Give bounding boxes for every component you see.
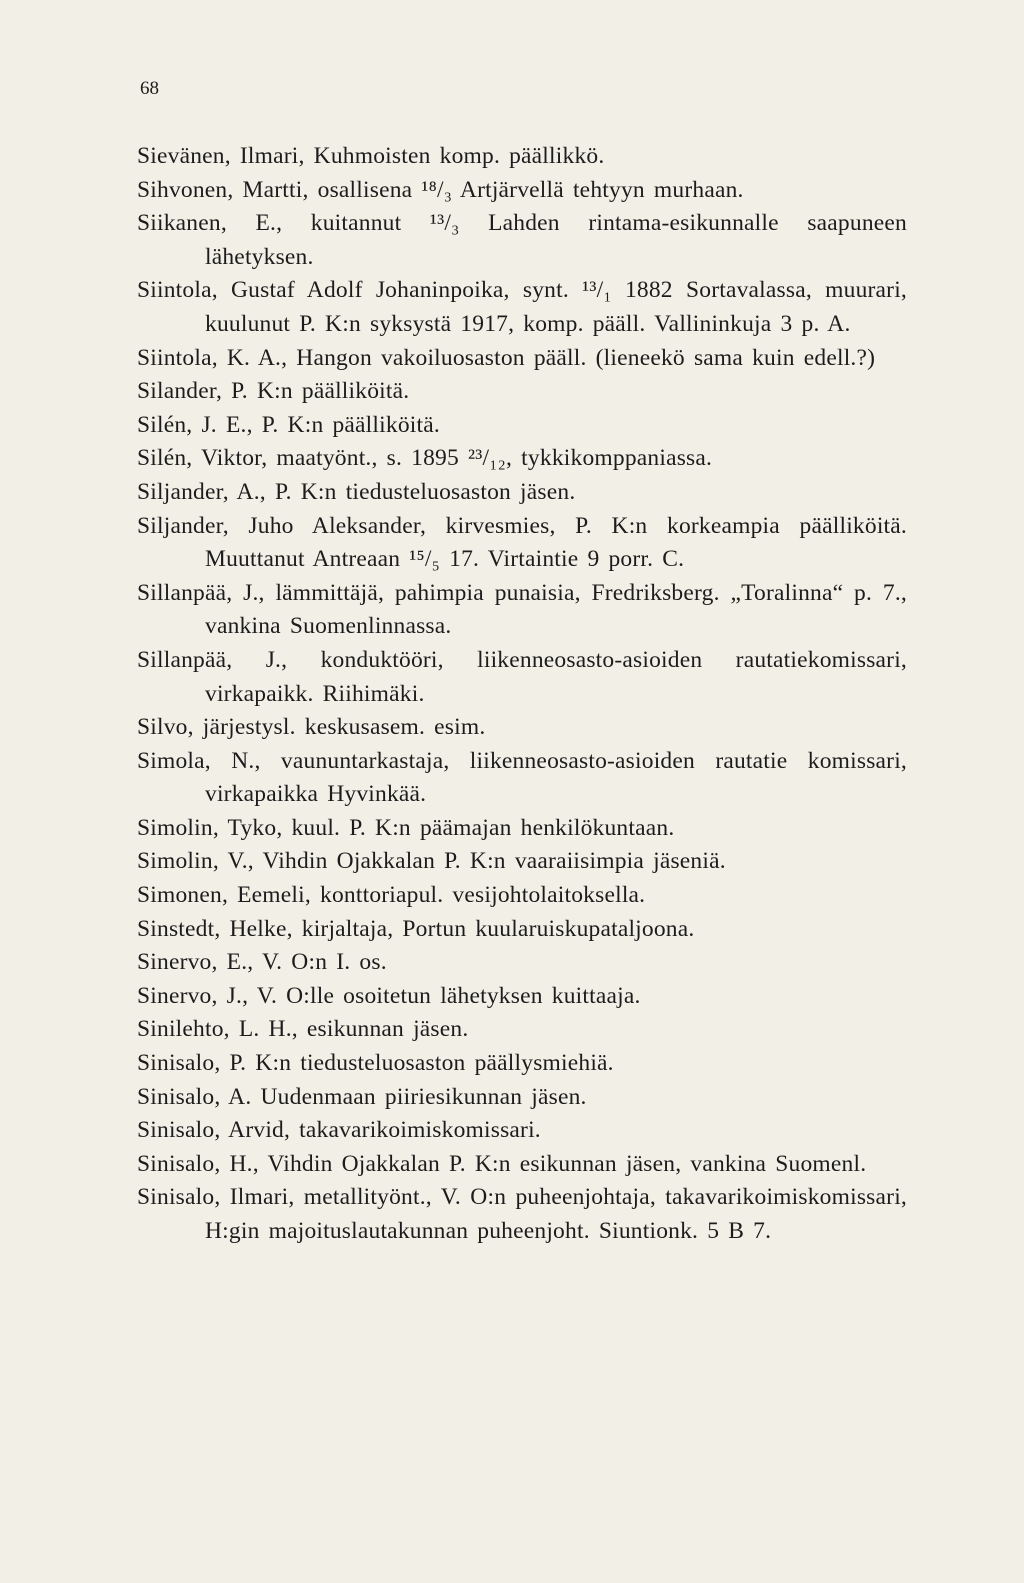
entry-simola: Simola, N., vaununtarkastaja, liikenneosasto-asioiden rautatie komissari, virkapaikka Hyvinkää. — [137, 747, 907, 808]
entry-sinstedt: Sinstedt, Helke, kirjaltaja, Portun kuularuiskupataljoona. — [137, 915, 695, 942]
entry-sillanpaa-lammittaja: Sillanpää, J., lämmittäjä, pahimpia punaisia, Fredriksberg. „Toralinna“ p. 7., vankina Suomenlinnassa. — [137, 579, 907, 640]
entry-simolin-tyko: Simolin, Tyko, kuul. P. K:n päämajan henkilökuntaan. — [137, 814, 675, 841]
entry-sinervo-e: Sinervo, E., V. O:n I. os. — [137, 949, 387, 976]
entry-silvo: Silvo, järjestysl. keskusasem. esim. — [137, 714, 486, 741]
entry-silander: Silander, P. K:n päälliköitä. — [137, 378, 410, 405]
entry-siintola-k: Siintola, K. A., Hangon vakoiluosaston pääll. (lieneekö sama kuin edell.?) — [137, 344, 876, 371]
entry-siikanen: Siikanen, E., kuitannut ¹³/₃ Lahden rintama-esikunnalle saapuneen lähetyksen. — [137, 210, 907, 270]
entry-sinervo-j: Sinervo, J., V. O:lle osoitetun lähetyksen kuittaaja. — [137, 982, 641, 1009]
entry-sinisalo-a: Sinisalo, A. Uudenmaan piiriesikunnan jäsen. — [137, 1083, 587, 1110]
entry-sillanpaa-konduktoori: Sillanpää, J., konduktööri, liikenneosasto-asioiden rautatiekomissari, virkapaikk. Riihimäki. — [137, 646, 907, 707]
entry-sievanen: Sievänen, Ilmari, Kuhmoisten komp. päällikkö. — [137, 143, 605, 169]
entry-sinisalo-p: Sinisalo, P. K:n tiedusteluosaston päällysmiehiä. — [137, 1050, 614, 1077]
entry-silen-j: Silén, J. E., P. K:n päälliköitä. — [137, 411, 440, 438]
entry-sihvonen: Sihvonen, Martti, osallisena ¹⁸/₃ Artjärvellä tehtyyn murhaan. — [137, 176, 744, 203]
entry-sinisalo-ilmari: Sinisalo, Ilmari, metallityönt., V. O:n puheenjohtaja, takavarikoimiskomissari, H:gin majoituslautakunnan puheenjoht. Siuntionk. 5 B 7. — [137, 1184, 907, 1244]
entry-sinisalo-arvid: Sinisalo, Arvid, takavarikoimiskomissari. — [137, 1117, 541, 1144]
entry-siljander-juho: Siljander, Juho Aleksander, kirvesmies, P. K:n korkeampia päälliköitä. Muuttanut Antreaan ¹⁵/₅ 17. Virtaintie 9 porr. C. — [137, 512, 907, 573]
entry-silen-viktor: Silén, Viktor, maatyönt., s. 1895 ²³/₁₂, tykkikomppaniassa. — [137, 445, 713, 472]
entry-sinilehto: Sinilehto, L. H., esikunnan jäsen. — [137, 1016, 469, 1043]
entry-siljander-a: Siljander, A., P. K:n tiedusteluosaston jäsen. — [137, 478, 576, 505]
entry-sinisalo-h: Sinisalo, H., Vihdin Ojakkalan P. K:n esikunnan jäsen, vankina Suomenl. — [137, 1150, 867, 1177]
entry-simolin-v: Simolin, V., Vihdin Ojakkalan P. K:n vaaraiisimpia jäseniä. — [137, 848, 726, 875]
page-number: 68 — [140, 78, 159, 99]
entry-list — [137, 140, 907, 1249]
entry-simonen: Simonen, Eemeli, konttoriapul. vesijohtolaitoksella. — [137, 882, 646, 909]
entry-siintola-gustaf: Siintola, Gustaf Adolf Johaninpoika, synt. ¹³/₁ 1882 Sortavalassa, muurari, kuulunut P. K:n syksystä 1917, komp. pääll. Vallininkuja 3 p. A. — [137, 277, 907, 337]
